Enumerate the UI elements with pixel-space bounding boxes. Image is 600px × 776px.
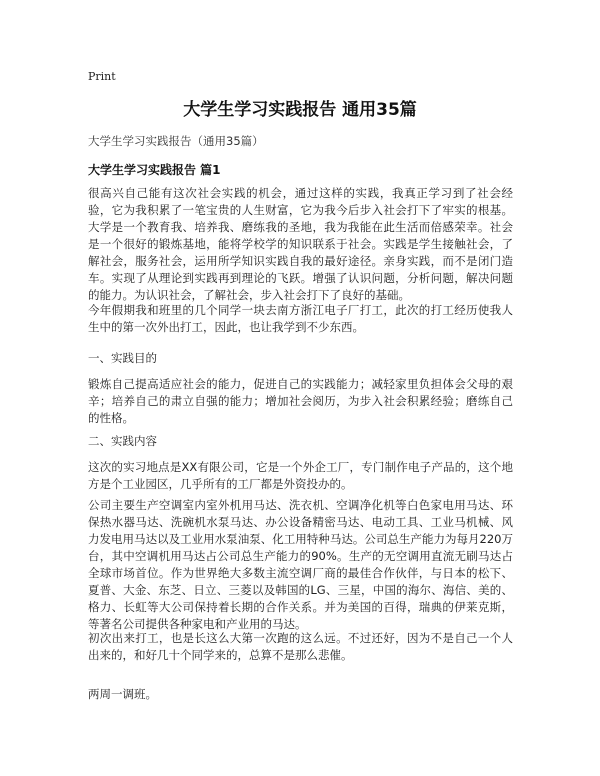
print-link[interactable]: Print [88, 70, 116, 83]
paragraph: 很高兴自己能有这次社会实践的机会，通过这样的实践，我真正学习到了社会经验，它为我积累了一笔宝贵的人生财富，它为我今后步入社会打下了牢实的根基。大学是一个教育我、培养我、磨练我的圣地，我为我能在此生活而倍感荣幸。社会是一个很好的锻炼基地，能将学校学的知识联系于社会。实践是学生接触社会，了解社会，服务社会，运用所学知识实践自我的最好途径。亲身实践，而不是闭门造车。实现了从理论到实践再到理论的飞跃。增强了认识问题，分析问题，解决问题的能力。为认识社会，了解社会，步入社会打下了良好的基础。 [88, 186, 513, 302]
section-title: 大学生学习实践报告 篇1 [88, 163, 221, 177]
paragraph: 初次出来打工，也是长这么大第一次跑的这么远。不过还好，因为不是自己一个人出来的，和好几十个同学来的，总算不是那么悲催。 [88, 631, 513, 662]
paragraph: 今年假期我和班里的几个同学一块去南方浙江电子厂打工，此次的打工经历使我人生中的第一次外出打工，因此，也让我学到不少东西。 [88, 303, 513, 334]
paragraph: 锻炼自己提高适应社会的能力，促进自己的实践能力；减轻家里负担体会父母的艰辛；培养自己的肃立自强的能力；增加社会阅历，为步入社会积累经验；磨练自己的性格。 [88, 377, 513, 425]
section-heading: 二、实践内容 [88, 434, 157, 448]
paragraph: 公司主要生产空调室内室外机用马达、洗衣机、空调净化机等白色家电用马达、环保热水器马达、洗碗机水泵马达、办公设备精密马达、电动工具、工业马机械、风力发电用马达以及工业用水泵油泵、化工用特种马达。公司总生产能力为每月220万台，其中空调机用马达占公司总生产能力的90%。生产的无空调用直流无刷马达占全球市场首位。作为世界绝大多数主流空调厂商的最佳合作伙伴，与日本的松下、夏普、大金、东芝、日立、三菱以及韩国的LG、三星，中国的海尔、海信、美的、格力、长虹等大公司保持着长期的合作关系。并为美国的百得，瑞典的伊莱克斯，等著名公司提供各种家电和产业用的马达。 [88, 498, 513, 631]
paragraph: 两周一调班。 [88, 687, 157, 701]
section-heading: 一、实践目的 [88, 351, 157, 365]
document-subtitle: 大学生学习实践报告（通用35篇） [88, 134, 264, 148]
paragraph: 这次的实习地点是XX有限公司，它是一个外企工厂，专门制作电子产品的，这个地方是个工业园区，几乎所有的工厂都是外资投办的。 [88, 460, 513, 491]
document-title: 大学生学习实践报告 通用35篇 [183, 100, 417, 120]
